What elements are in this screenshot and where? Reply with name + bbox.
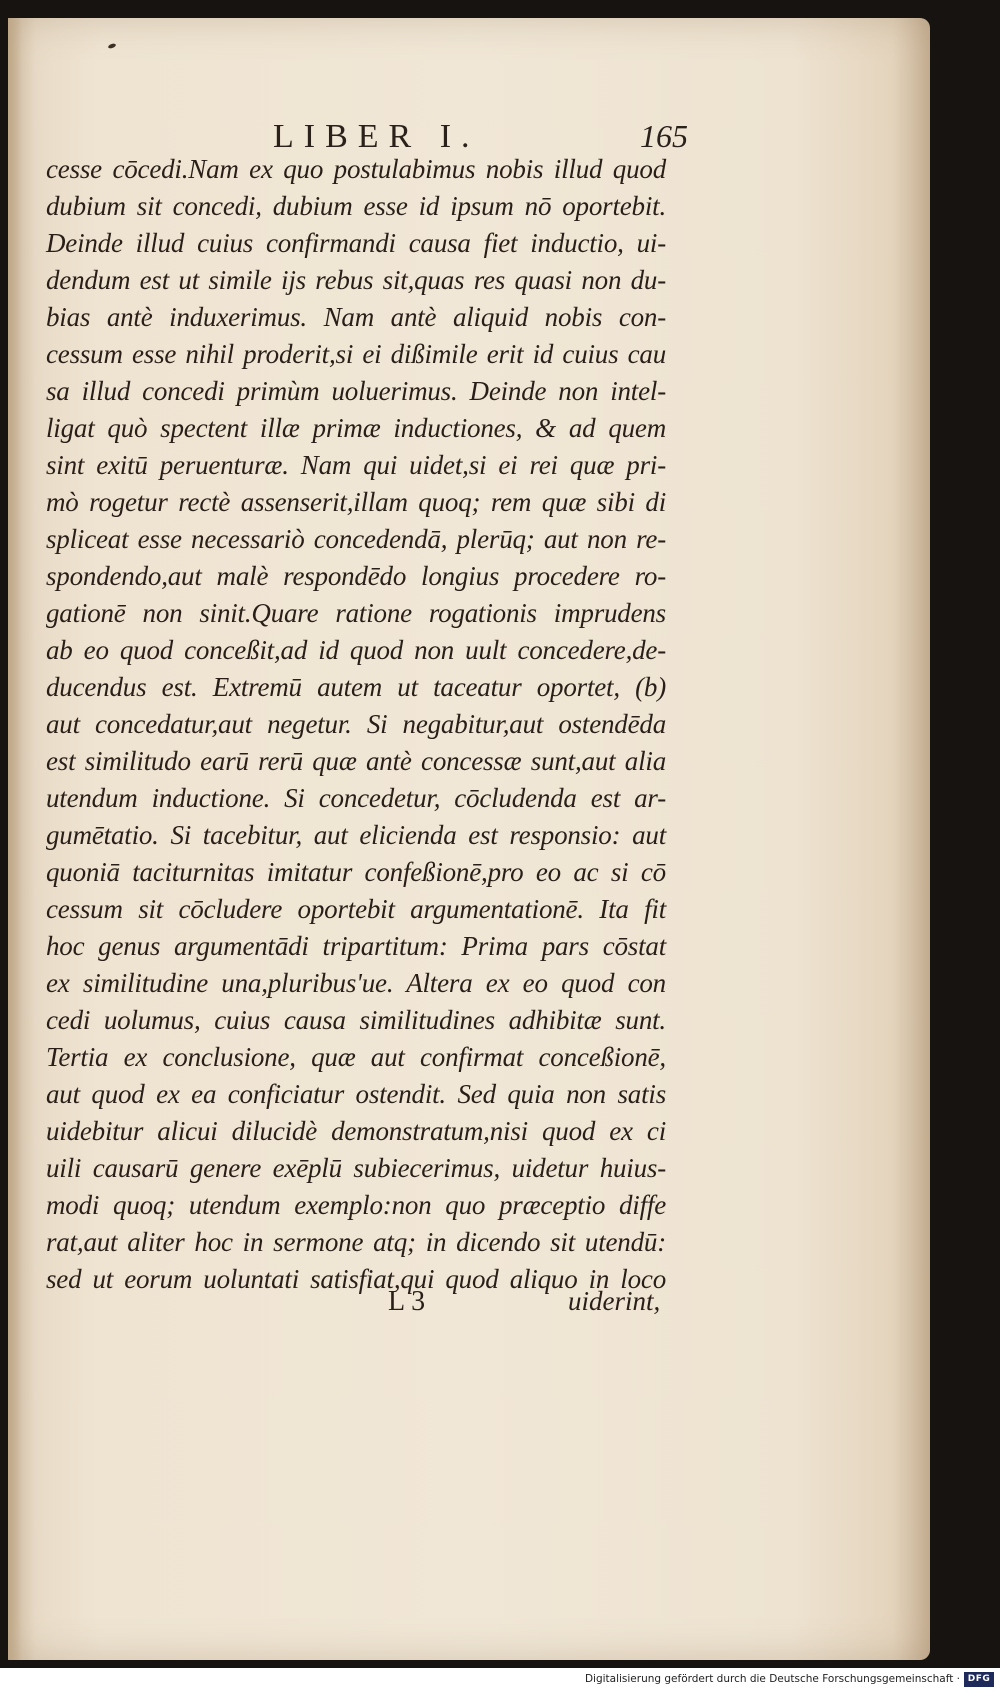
text-line: spondendo,aut malè respondēdo longius procedere ro- [46,561,666,591]
body-text [46,151,666,1298]
text-line: sed ut eorum uoluntati satisfiat,qui quod aliquo in loco [46,1264,666,1294]
running-head-title: LIBER I. [273,118,480,155]
ink-speck [108,43,117,49]
page-gutter-shadow [8,18,22,1660]
text-line: ligat quò spectent illæ primæ inductiones, & ad quem [46,413,666,443]
signature-mark: L 3 [388,1286,426,1317]
text-line: Deinde illud cuius confirmandi causa fiet inductio, ui- [46,228,666,258]
text-line: aut quod ex ea conficiatur ostendit. Sed quia non satis [46,1079,666,1109]
signature-line [8,1286,930,1326]
text-line: Tertia ex conclusione, quæ aut confirmat conceßionē, [46,1042,666,1072]
text-line: cessum esse nihil proderit,si ei dißimile erit id cuius cau [46,339,666,369]
text-line: ex similitudine una,pluribus'ue. Altera ex eo quod con [46,968,666,998]
dfg-logo: DFG [964,1672,994,1687]
text-line: gationē non sinit.Quare ratione rogationis imprudens [46,598,666,628]
text-line: mò rogetur rectè assenserit,illam quoq; rem quæ sibi di [46,487,666,517]
text-line: rat,aut aliter hoc in sermone atq; in dicendo sit utendū: [46,1227,666,1257]
text-line: hoc genus argumentādi tripartitum: Prima pars cōstat [46,931,666,961]
text-line: quoniā taciturnitas imitatur confeßionē,pro eo ac si cō [46,857,666,887]
text-line: sint exitū peruenturæ. Nam qui uidet,si ei rei quæ pri- [46,450,666,480]
footer-strip [0,1668,1000,1693]
text-line: spliceat esse necessariò concedendā, plerūq; aut non re- [46,524,666,554]
funding-credit: Digitalisierung gefördert durch die Deutsche Forschungsgemeinschaft · [584,1673,960,1685]
text-line: cesse cōcedi.Nam ex quo postulabimus nobis illud quod [46,154,666,184]
text-line: uidebitur alicui dilucidè demonstratum,nisi quod ex ci [46,1116,666,1146]
text-line: dubium sit concedi, dubium esse id ipsum nō oportebit. [46,191,666,221]
text-line: ducendus est. Extremū autem ut taceatur oportet, (b) [46,672,666,702]
text-line: est similitudo earū rerū quæ antè concessæ sunt,aut alia [46,746,666,776]
text-line: aut concedatur,aut negetur. Si negabitur,aut ostendēda [46,709,666,739]
text-line: gumētatio. Si tacebitur, aut elicienda est responsio: aut [46,820,666,850]
text-line: cedi uolumus, cuius causa similitudines adhibitæ sunt. [46,1005,666,1035]
catchword: uiderint, [568,1286,661,1316]
text-line: dendum est ut simile ijs rebus sit,quas res quasi non du- [46,265,666,295]
page-number: 165 [640,118,688,154]
text-line: cessum sit cōcludere oportebit argumentationē. Ita fit [46,894,666,924]
book-page [8,18,930,1660]
text-line: sa illud concedi primùm uoluerimus. Deinde non intel- [46,376,666,406]
text-line: ab eo quod conceßit,ad id quod non uult concedere,de- [46,635,666,665]
text-line: modi quoq; utendum exemplo:non quo præceptio diffe [46,1190,666,1220]
text-line: bias antè induxerimus. Nam antè aliquid nobis con- [46,302,666,332]
text-line: utendum inductione. Si concedetur, cōcludenda est ar- [46,783,666,813]
text-line: uili causarū genere exēplū subiecerimus, uidetur huius- [46,1153,666,1183]
